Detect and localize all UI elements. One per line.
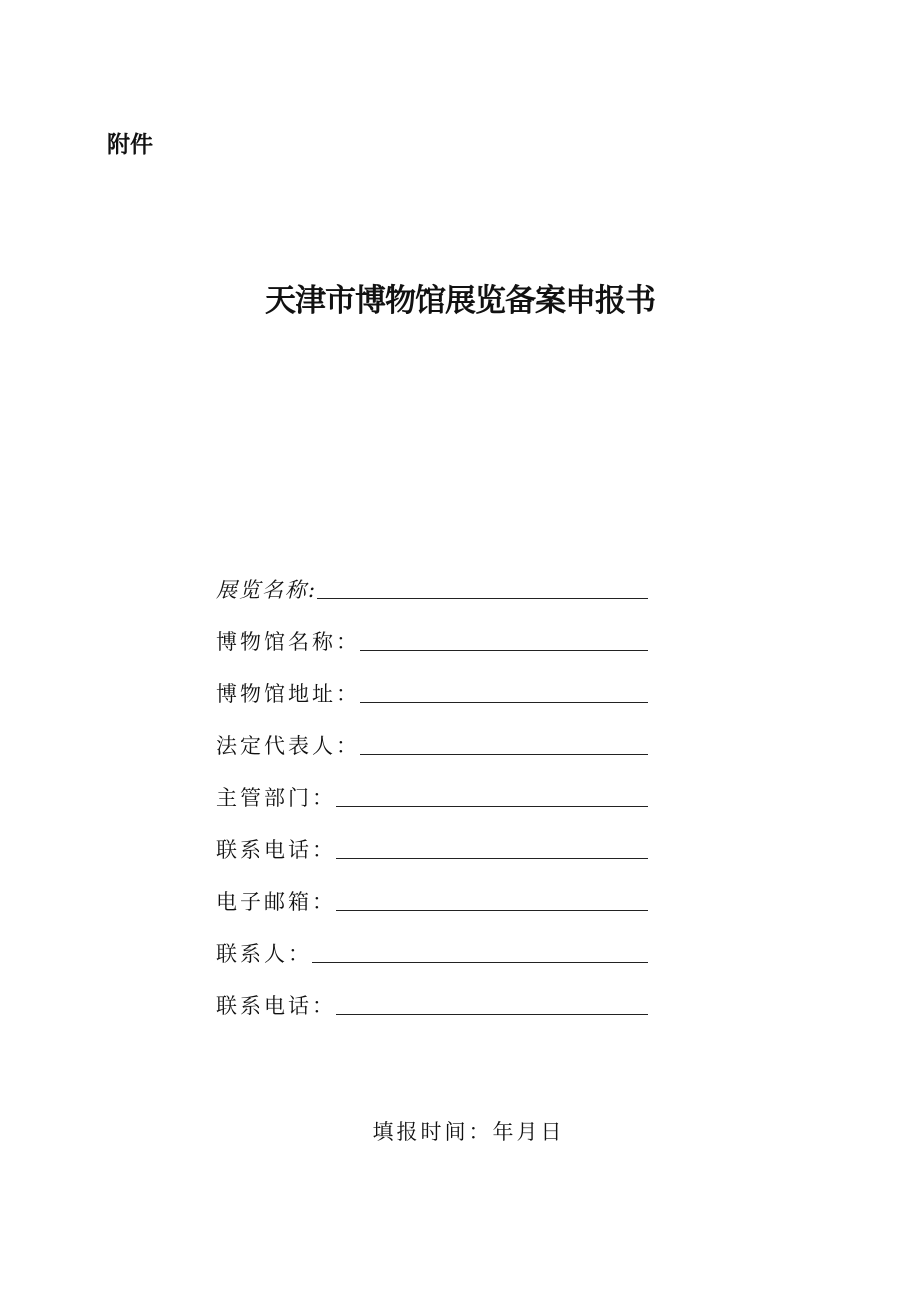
document-title: 天津市博物馆展览备案申报书 bbox=[265, 283, 655, 319]
email-label: 电子邮箱： bbox=[216, 890, 336, 914]
exhibition-name-field[interactable] bbox=[317, 572, 648, 599]
contact-person-field[interactable] bbox=[312, 936, 648, 963]
form-row-legal-representative bbox=[216, 709, 648, 761]
legal-representative-field[interactable] bbox=[360, 728, 648, 755]
museum-address-field[interactable] bbox=[360, 676, 648, 703]
contact-phone-field[interactable] bbox=[336, 832, 648, 859]
exhibition-name-label: 展览名称: bbox=[216, 578, 318, 602]
application-form bbox=[216, 553, 648, 1021]
museum-address-label: 博物馆地址： bbox=[216, 682, 360, 706]
form-row-email bbox=[216, 865, 648, 917]
museum-name-label: 博物馆名称： bbox=[216, 630, 360, 654]
form-row-contact-phone-2 bbox=[216, 969, 648, 1021]
legal-representative-label: 法定代表人： bbox=[216, 734, 360, 758]
form-row-museum-address bbox=[216, 657, 648, 709]
contact-phone-2-label: 联系电话： bbox=[216, 994, 336, 1018]
supervising-department-label: 主管部门： bbox=[216, 786, 336, 810]
form-row-supervising-department bbox=[216, 761, 648, 813]
fill-date-text: 填报时间：年月日 bbox=[372, 1120, 565, 1144]
email-field[interactable] bbox=[336, 884, 648, 911]
form-row-exhibition-name bbox=[216, 553, 648, 605]
form-row-museum-name bbox=[216, 605, 648, 657]
attachment-label: 附件 bbox=[107, 132, 153, 158]
supervising-department-field[interactable] bbox=[336, 780, 648, 807]
form-row-contact-phone bbox=[216, 813, 648, 865]
contact-phone-2-field[interactable] bbox=[336, 988, 648, 1015]
contact-person-label: 联系人： bbox=[216, 942, 312, 966]
contact-phone-label: 联系电话： bbox=[216, 838, 336, 862]
museum-name-field[interactable] bbox=[360, 624, 648, 651]
form-row-contact-person bbox=[216, 917, 648, 969]
